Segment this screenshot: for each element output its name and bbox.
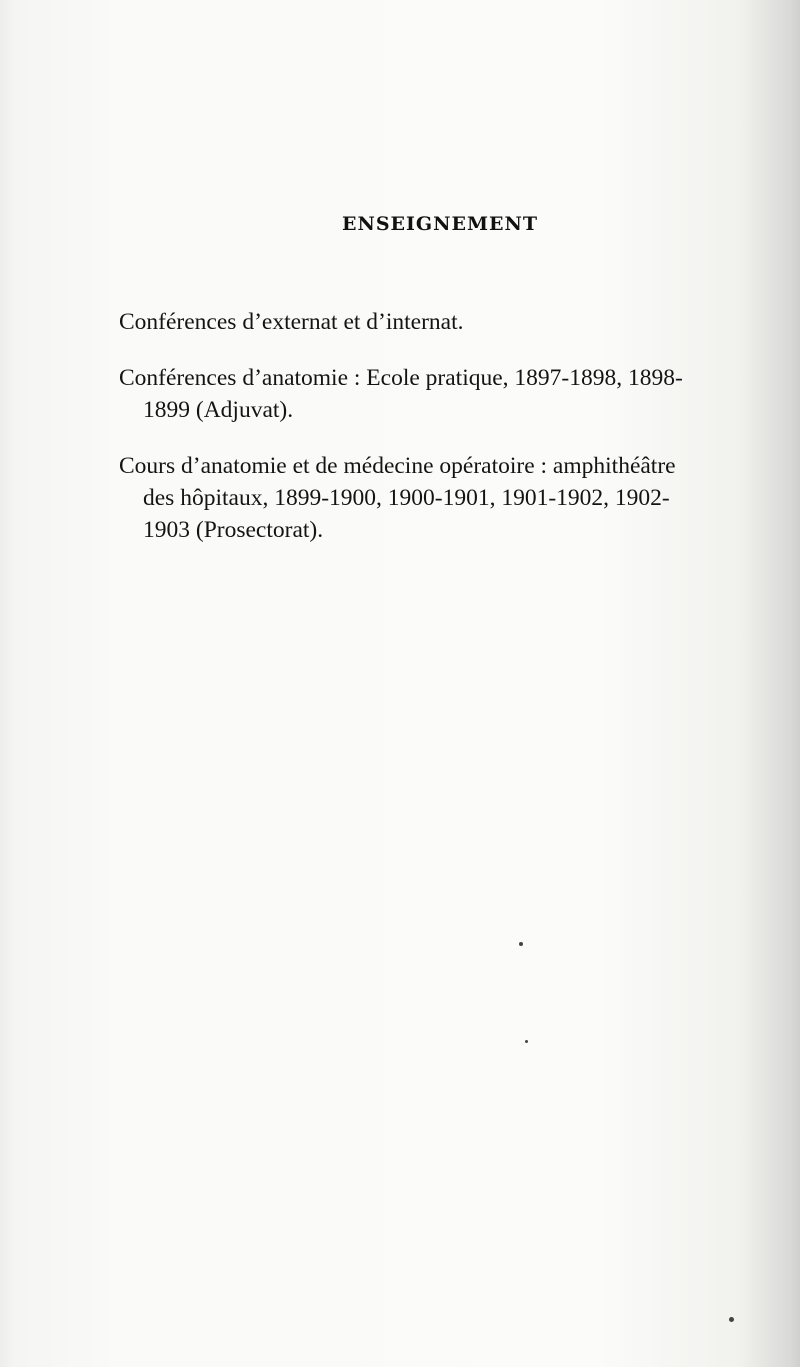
paragraph-line: Conférences d’externat et d’internat. [119, 309, 464, 335]
paragraph-line: 1903 (Prosectorat). [143, 517, 324, 543]
speck-mark [519, 942, 523, 946]
paragraph-line: Conférences d’anatomie : Ecole pratique, 1897-1898, 1898- [119, 365, 683, 391]
paragraph-line: Cours d’anatomie et de médecine opératoire : amphithéâtre [119, 453, 676, 479]
paragraph-cours [119, 450, 759, 546]
paragraph-externat [119, 306, 759, 338]
paragraph-line: des hôpitaux, 1899-1900, 1900-1901, 1901-1902, 1902- [143, 485, 670, 511]
paragraph-line: 1899 (Adjuvat). [143, 397, 294, 423]
speck-mark [525, 1040, 528, 1043]
speck-mark [729, 1317, 734, 1322]
section-heading: ENSEIGNEMENT [341, 213, 539, 235]
page-edge-shadow [0, 0, 14, 1367]
paragraph-anatomie [119, 362, 759, 426]
